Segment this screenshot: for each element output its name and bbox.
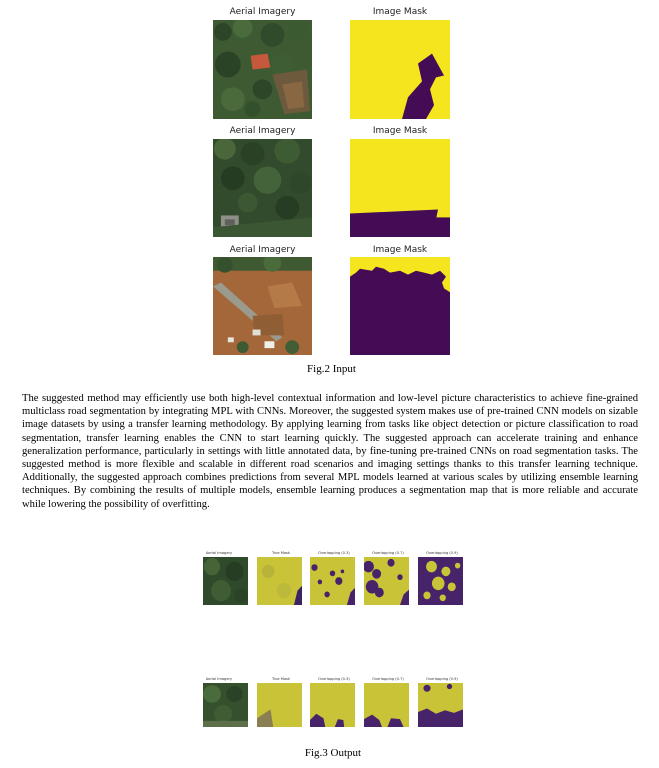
fig2-row3-mask-title: Image Mask: [372, 245, 428, 255]
fig2-row2-aerial-title: Aerial Imagery: [229, 126, 296, 136]
fig3-row2-title-5: Overlapping (0.9): [426, 677, 458, 681]
fig3-row2-aerial-image: [203, 683, 248, 727]
fig3-row2-true-mask: [257, 683, 302, 727]
fig3-row1-aerial-image: [203, 557, 248, 605]
fig2-caption: Fig.2 Input: [307, 363, 356, 375]
fig3-caption: Fig.3 Output: [304, 747, 362, 759]
fig3-row1-title-2: True Mask: [271, 551, 291, 555]
fig2-row1-aerial-title: Aerial Imagery: [229, 7, 296, 17]
fig3-row1-title-5: Overlapping (0.9): [426, 551, 458, 555]
fig2-row1-mask-image: [350, 20, 450, 119]
fig3-row1-title-1: Aerial Imagery: [205, 551, 233, 555]
fig3-row2-overlap-03: [310, 683, 355, 727]
fig3-row1-true-mask: [257, 557, 302, 605]
fig2-row1-aerial-image: [213, 20, 312, 119]
fig2-row3-aerial-title: Aerial Imagery: [229, 245, 296, 255]
fig3-row2-title-4: Overlapping (0.7): [372, 677, 404, 681]
fig3-row2-title-2: True Mask: [271, 677, 291, 681]
fig3-row1-title-3: Overlapping (0.3): [318, 551, 350, 555]
fig3-row2-title-3: Overlapping (0.3): [318, 677, 350, 681]
fig2-row2-mask-image: [350, 139, 450, 237]
fig3-row2-overlap-07: [364, 683, 409, 727]
body-paragraph: The suggested method may efficiently use both high-level contextual information and low-level picture characteristics to achieve fine-grained multiclass road segmentation by integrating MPL with CNNs. Moreover, the suggested system makes use of pre-trained CNN models on sizable image datasets by using a transfer learning methodology. By applying learning from tasks like object detection or picture classification to road segmentation, transfer learning enables the CNN to start learning quickly. The suggested approach can accelerate training and enhance generalization performance, particularly in settings with little annotated data, by fine-tuning pre-trained CNNs on road segmentation tasks. The suggested method is more flexible and scalable in different road scenarios and imaging settings thanks to this transfer learning technique. Additionally, the suggested approach combines predictions from several MPL models learned at various scales by utilizing ensemble learning techniques. By combining the results of multiple models, ensemble learning produces a segmentation map that is more reliable and accurate while lowering the possibility of overfitting.: [22, 393, 638, 510]
fig3-row2-title-1: Aerial Imagery: [205, 677, 233, 681]
fig2-row1-mask-title: Image Mask: [372, 7, 428, 17]
fig3-row1-overlap-03: [310, 557, 355, 605]
fig3-row1-title-4: Overlapping (0.7): [372, 551, 404, 555]
fig2-row2-mask-title: Image Mask: [372, 126, 428, 136]
fig2-row3-mask-image: [350, 257, 450, 355]
fig3-row1-overlap-07: [364, 557, 409, 605]
fig2-row2-aerial-image: [213, 139, 312, 237]
fig3-row2-overlap-09: [418, 683, 463, 727]
fig3-row1-overlap-09: [418, 557, 463, 605]
fig2-row3-aerial-image: [213, 257, 312, 355]
